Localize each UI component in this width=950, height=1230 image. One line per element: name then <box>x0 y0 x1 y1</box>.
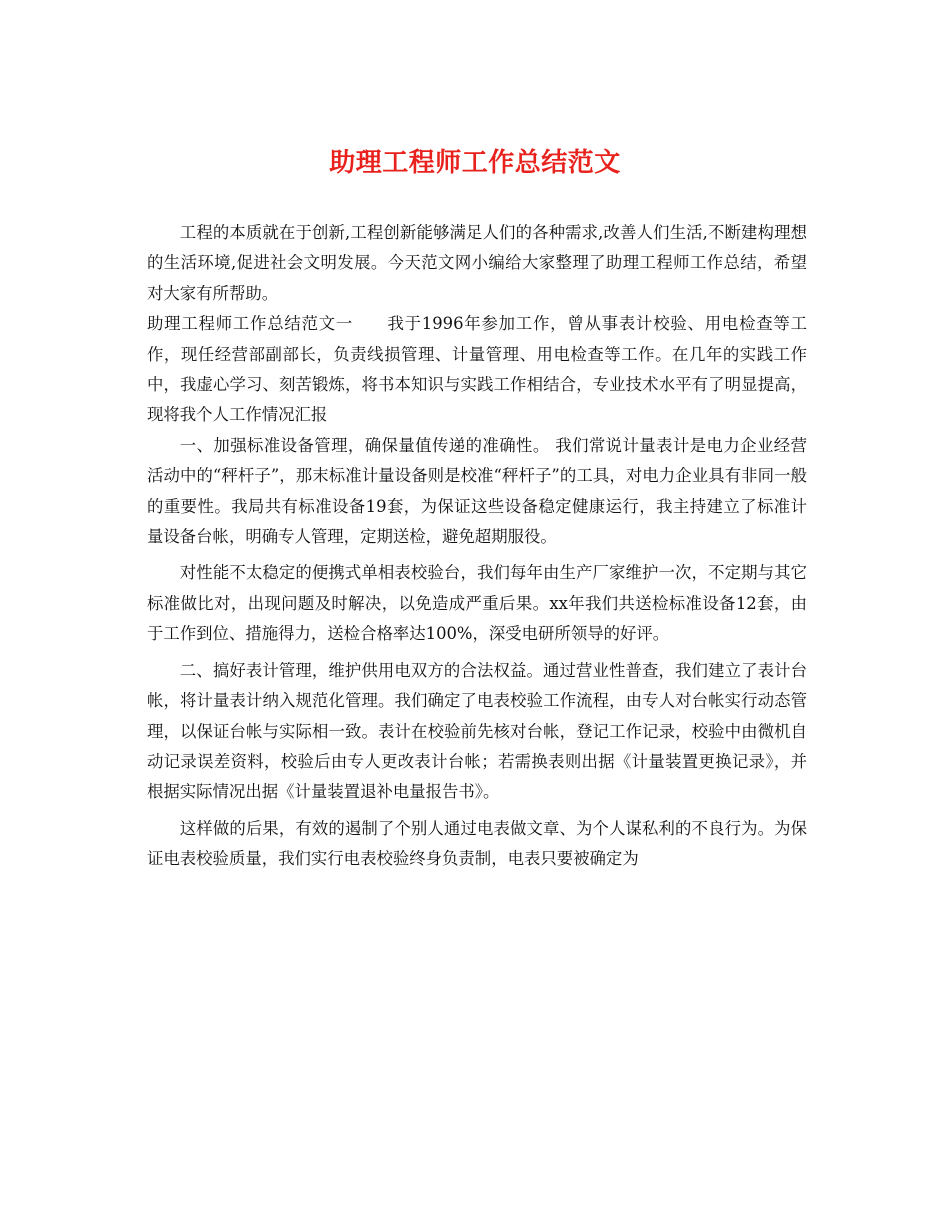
document-body <box>147 218 807 875</box>
document-title: 助理工程师工作总结范文 <box>329 148 621 178</box>
paragraph-standard-equipment: 一、加强标准设备管理，确保量值传递的准确性。 我们常说计量表计是电力企业经营活动中的“秤杆子”，那末标准计量设备则是校准“秤杆子”的工具，对电力企业具有非同一般的重要性。我局共有标准设备19套，为保证这些设备稳定健康运行，我主持建立了标准计量设备台帐，明确专人管理，定期送检，避免超期服役。 <box>147 435 807 547</box>
paragraph-results: 这样做的后果，有效的遏制了个别人通过电表做文章、为个人谋私利的不良行为。为保证电表校验质量，我们实行电表校验终身负责制，电表只要被确定为 <box>147 818 807 869</box>
paragraph-meter-management: 二、搞好表计管理，维护供用电双方的合法权益。通过营业性普查，我们建立了表计台帐，将计量表计纳入规范化管理。我们确定了电表校验工作流程，由专人对台帐实行动态管理，以保证台帐与实际相一致。表计在校验前先核对台帐，登记工作记录，校验中由微机自动记录误差资料，校验后由专人更改表计台帐；若需换表则出据《计量装置更换记录》，并根据实际情况出据《计量装置退补电量报告书》。 <box>147 660 807 802</box>
paragraph-section-one: 助理工程师工作总结范文一 我于1996年参加工作，曾从事表计校验、用电检查等工作，现任经营部副部长，负责线损管理、计量管理、用电检查等工作。在几年的实践工作中，我虚心学习、刻苦锻炼，将书本知识与实践工作相结合，专业技术水平有了明显提高，现将我个人工作情况汇报 <box>147 314 807 425</box>
paragraph-portable-calibration: 对性能不太稳定的便携式单相表校验台，我们每年由生产厂家维护一次，不定期与其它标准做比对，出现问题及时解决，以免造成严重后果。xx年我们共送检标准设备12套，由于工作到位、措施得力，送检合格率达100%，深受电研所领导的好评。 <box>147 563 807 644</box>
paragraph-intro: 工程的本质就在于创新,工程创新能够满足人们的各种需求,改善人们生活,不断建构理想的生活环境,促进社会文明发展。今天范文网小编给大家整理了助理工程师工作总结，希望对大家有所帮助。 <box>147 223 807 303</box>
